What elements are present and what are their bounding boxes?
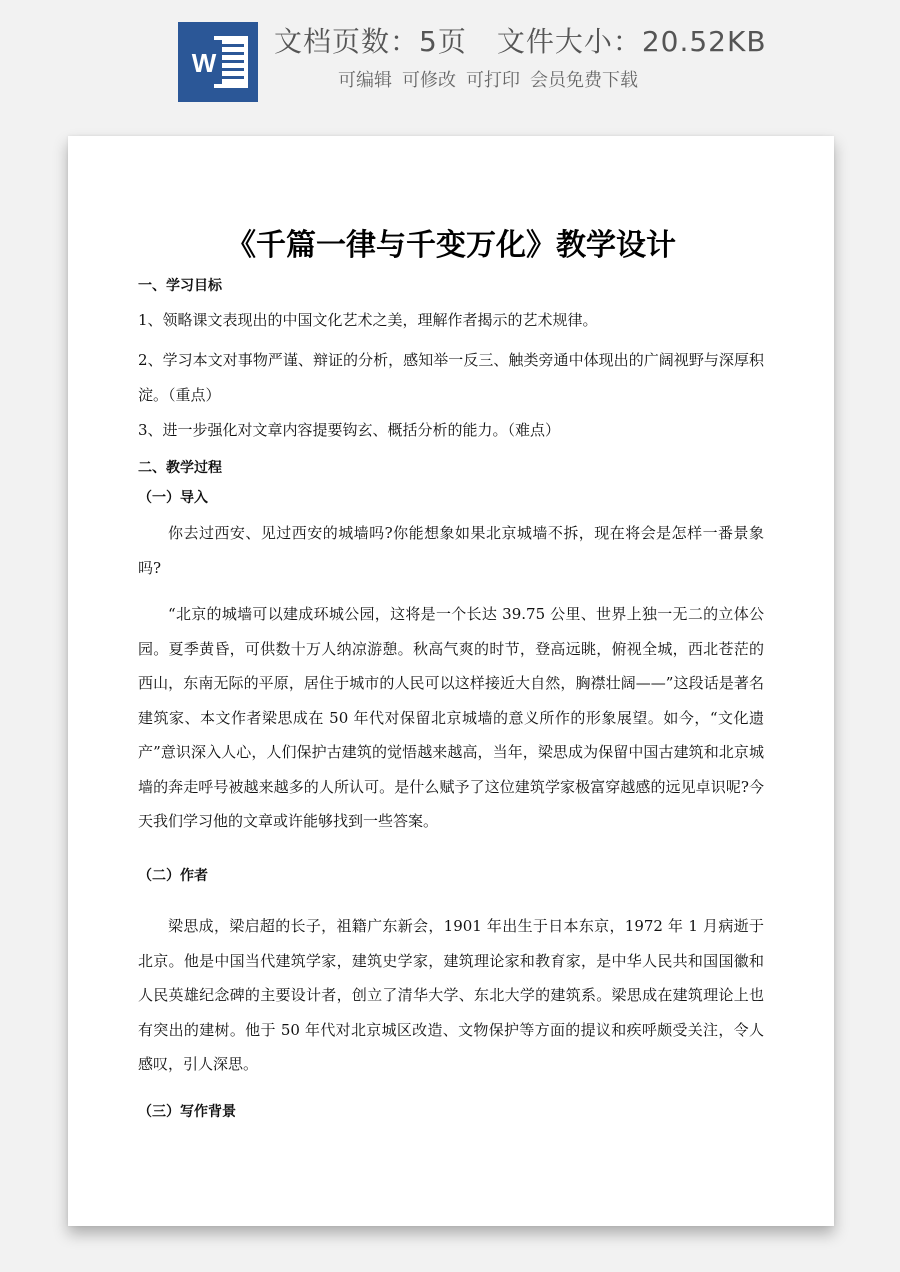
subheading-background: （三）写作背景 [138,1104,236,1120]
feature-modifiable: 可修改 [402,70,456,91]
feature-editable: 可编辑 [338,70,392,91]
section-heading-process: 二、教学过程 [138,460,222,476]
word-document-icon [178,22,258,102]
goal-item-2: 2、学习本文对事物严谨、辩证的分析，感知举一反三、触类旁通中体现出的广阔视野与深厚积淀。（重点） [138,351,764,404]
subheading-intro: （一）导入 [138,490,208,506]
goal-item-3: 3、进一步强化对文章内容提要钩玄、概括分析的能力。（难点） [138,421,561,439]
svg-text:W: W [191,48,217,78]
section-heading-goals: 一、学习目标 [138,278,222,294]
subheading-author: （二）作者 [138,868,208,884]
page-count: 文档页数：5页 [274,25,467,58]
file-stats [274,20,767,60]
file-size: 文件大小：20.52KB [496,25,767,58]
feature-list [338,66,648,92]
file-info-header [0,0,900,125]
goal-item-1: 1、领略课文表现出的中国文化艺术之美，理解作者揭示的艺术规律。 [138,311,598,329]
intro-paragraph-1: 你去过西安、见过西安的城墙吗?你能想象如果北京城墙不拆，现在将会是怎样一番景象吗? [138,524,764,577]
feature-member-download: 会员免费下载 [530,70,638,91]
document-page [68,136,834,1226]
document-title: 《千篇一律与千变万化》教学设计 [226,228,676,263]
feature-printable: 可打印 [466,70,520,91]
author-paragraph: 梁思成，梁启超的长子，祖籍广东新会，1901 年出生于日本东京，1972 年 1 月病逝于北京。他是中国当代建筑学家，建筑史学家，建筑理论家和教育家，是中华人民共和国国徽和人民英雄纪念碑的主要设计者，创立了清华大学、东北大学的建筑系。梁思成在建筑理论上也有突出的建树。他于 50 年代对北京城区改造、文物保护等方面的提议和疾呼颇受关注，令人感叹，引人深思。 [138,917,764,1073]
intro-paragraph-2: “北京的城墙可以建成环城公园，这将是一个长达 39.75 公里、世界上独一无二的立体公园。夏季黄昏，可供数十万人纳凉游憩。秋高气爽的时节，登高远眺，俯视全城，西北苍茫的西山，东南无际的平原，居住于城市的人民可以这样接近大自然，胸襟壮阔——”这段话是著名建筑家、本文作者梁思成在 50 年代对保留北京城墙的意义所作的形象展望。如今，“文化遗产”意识深入人心，人们保护古建筑的觉悟越来越高，当年，梁思成为保留中国古建筑和北京城墙的奔走呼号被越来越多的人所认可。是什么赋予了这位建筑学家极富穿越感的远见卓识呢?今天我们学习他的文章或许能够找到一些答案。 [138,605,764,830]
